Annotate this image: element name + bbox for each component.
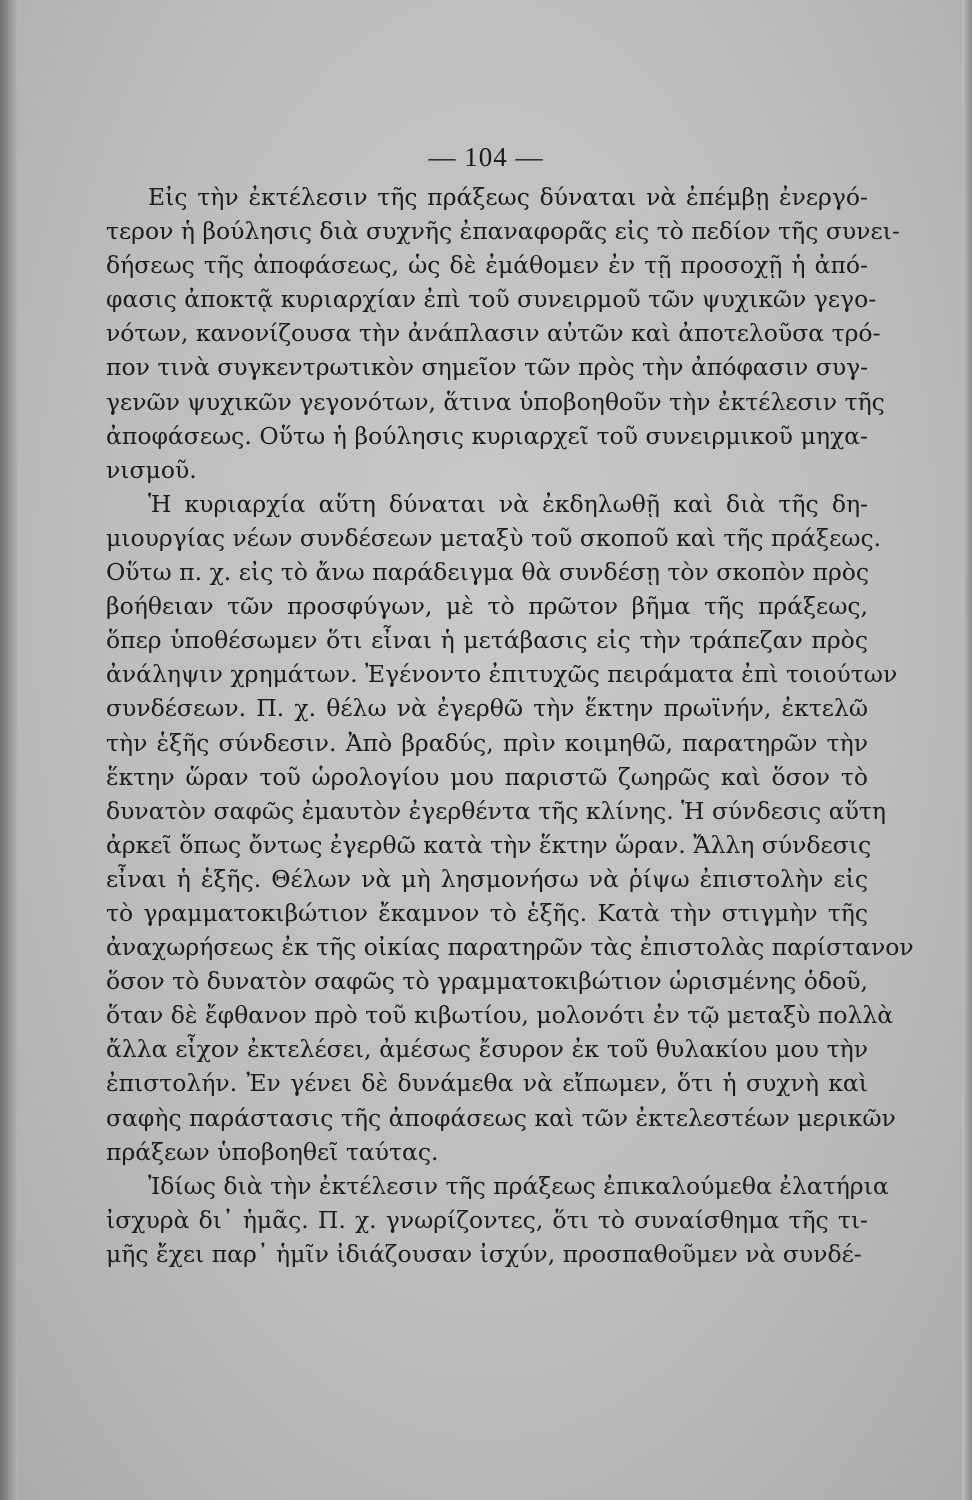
page-edge-shadow bbox=[0, 0, 18, 1500]
text-line: πράξεων ὑποβοηθεῖ ταύτας. bbox=[106, 1137, 439, 1166]
text-line: νότων, κανονίζουσα τὴν ἀνάπλασιν αὐτῶν καὶ ἀποτελοῦσα τρό- bbox=[106, 319, 881, 348]
text-line: Ἰδίως διὰ τὴν ἐκτέλεσιν τῆς πράξεως ἐπικαλούμεθα ἐλατήρια bbox=[148, 1171, 889, 1200]
paragraph-2 bbox=[106, 487, 914, 1169]
text-line: Ἡ κυριαρχία αὕτη δύναται νὰ ἐκδηλωθῇ καὶ διὰ τῆς δη- bbox=[148, 489, 868, 518]
text-line: Εἰς τὴν ἐκτέλεσιν τῆς πράξεως δύναται νὰ ἐπέμβῃ ἐνεργό- bbox=[148, 183, 868, 211]
text-line: ἕκτην ὥραν τοῦ ὡρολογίου μου παριστῶ ζωηρῶς καὶ ὅσον τὸ bbox=[106, 762, 868, 791]
text-line: μιουργίας νέων συνδέσεων μεταξὺ τοῦ σκοποῦ καὶ τῆς πράξεως. bbox=[106, 523, 882, 552]
paragraph-3 bbox=[106, 1169, 889, 1271]
text-line: ὅσον τὸ δυνατὸν σαφῶς τὸ γραμματοκιβώτιον ὡρισμένης ὁδοῦ, bbox=[106, 967, 868, 996]
text-line: ἐπιστολήν. Ἐν γένει δὲ δυνάμεθα νὰ εἴπωμεν, ὅτι ἡ συχνὴ καὶ bbox=[106, 1069, 868, 1098]
text-line: εἶναι ἡ ἑξῆς. Θέλων νὰ μὴ λησμονήσω νὰ ῥίψω ἐπιστολὴν εἰς bbox=[106, 864, 868, 893]
text-line: νισμοῦ. bbox=[106, 455, 197, 484]
text-line: σαφὴς παράστασις τῆς ἀποφάσεως καὶ τῶν ἐκτελεστέων μερικῶν bbox=[106, 1103, 896, 1132]
text-line: ἰσχυρὰ δι᾽ ἡμᾶς. Π. χ. γνωρίζοντες, ὅτι τὸ συναίσθημα τῆς τι- bbox=[106, 1205, 868, 1234]
body-text bbox=[106, 180, 914, 1271]
text-line: συνδέσεων. Π. χ. θέλω νὰ ἐγερθῶ τὴν ἕκτην πρωϊνήν, ἐκτελῶ bbox=[106, 694, 868, 723]
text-line: μῆς ἔχει παρ᾽ ἡμῖν ἰδιάζουσαν ἰσχύν, προσπαθοῦμεν νὰ συνδέ- bbox=[106, 1239, 862, 1268]
text-line: βοήθειαν τῶν προσφύγων, μὲ τὸ πρῶτον βῆμα τῆς πράξεως, bbox=[106, 592, 868, 621]
text-line: τὸ γραμματοκιβώτιον ἔκαμνον τὸ ἑξῆς. Κατὰ τὴν στιγμὴν τῆς bbox=[106, 898, 868, 927]
paragraph-1 bbox=[106, 180, 900, 487]
text-line: τὴν ἑξῆς σύνδεσιν. Ἀπὸ βραδύς, πρὶν κοιμηθῶ, παρατηρῶν τὴν bbox=[106, 728, 868, 757]
text-line: γενῶν ψυχικῶν γεγονότων, ἅτινα ὑποβοηθοῦν τὴν ἐκτέλεσιν τῆς bbox=[106, 387, 885, 416]
text-line: φασις ἀποκτᾷ κυριαρχίαν ἐπὶ τοῦ συνειρμοῦ τῶν ψυχικῶν γεγο- bbox=[106, 285, 877, 314]
text-line: πον τινὰ συγκεντρωτικὸν σημεῖον τῶν πρὸς τὴν ἀπόφασιν συγ- bbox=[106, 353, 869, 382]
text-line: ἀρκεῖ ὅπως ὄντως ἐγερθῶ κατὰ τὴν ἕκτην ὥραν. Ἄλλη σύνδεσις bbox=[106, 830, 872, 859]
page-edge-shadow bbox=[962, 0, 972, 1500]
text-line: ἀποφάσεως. Οὕτω ἡ βούλησις κυριαρχεῖ τοῦ συνειρμικοῦ μηχα- bbox=[106, 421, 868, 450]
page-number: — 104 — bbox=[428, 142, 544, 172]
text-line: ἄλλα εἶχον ἐκτελέσει, ἀμέσως ἔσυρον ἐκ τοῦ θυλακίου μου τὴν bbox=[106, 1035, 868, 1064]
text-line: ὅπερ ὑποθέσωμεν ὅτι εἶναι ἡ μετάβασις εἰς τὴν τράπεζαν πρὸς bbox=[106, 626, 868, 655]
text-line: τερον ἡ βούλησις διὰ συχνῆς ἐπαναφορᾶς εἰς τὸ πεδίον τῆς συνει- bbox=[106, 217, 900, 246]
text-line: ἀνάληψιν χρημάτων. Ἐγένοντο ἐπιτυχῶς πειράματα ἐπὶ τοιούτων bbox=[106, 660, 898, 689]
text-line: ἀναχωρήσεως ἐκ τῆς οἰκίας παρατηρῶν τὰς ἐπιστολὰς παρίστανον bbox=[106, 933, 914, 962]
text-line: δυνατὸν σαφῶς ἐμαυτὸν ἐγερθέντα τῆς κλίνης. Ἡ σύνδεσις αὕτη bbox=[106, 796, 887, 825]
text-line: δήσεως τῆς ἀποφάσεως, ὡς δὲ ἐμάθομεν ἐν τῇ προσοχῇ ἡ ἀπό- bbox=[106, 251, 868, 280]
text-line: ὅταν δὲ ἔφθανον πρὸ τοῦ κιβωτίου, μολονότι ἐν τῷ μεταξὺ πολλὰ bbox=[106, 1001, 894, 1030]
text-line: Οὕτω π. χ. εἰς τὸ ἄνω παράδειγμα θὰ συνδέσῃ τὸν σκοπὸν πρὸς bbox=[106, 558, 870, 587]
